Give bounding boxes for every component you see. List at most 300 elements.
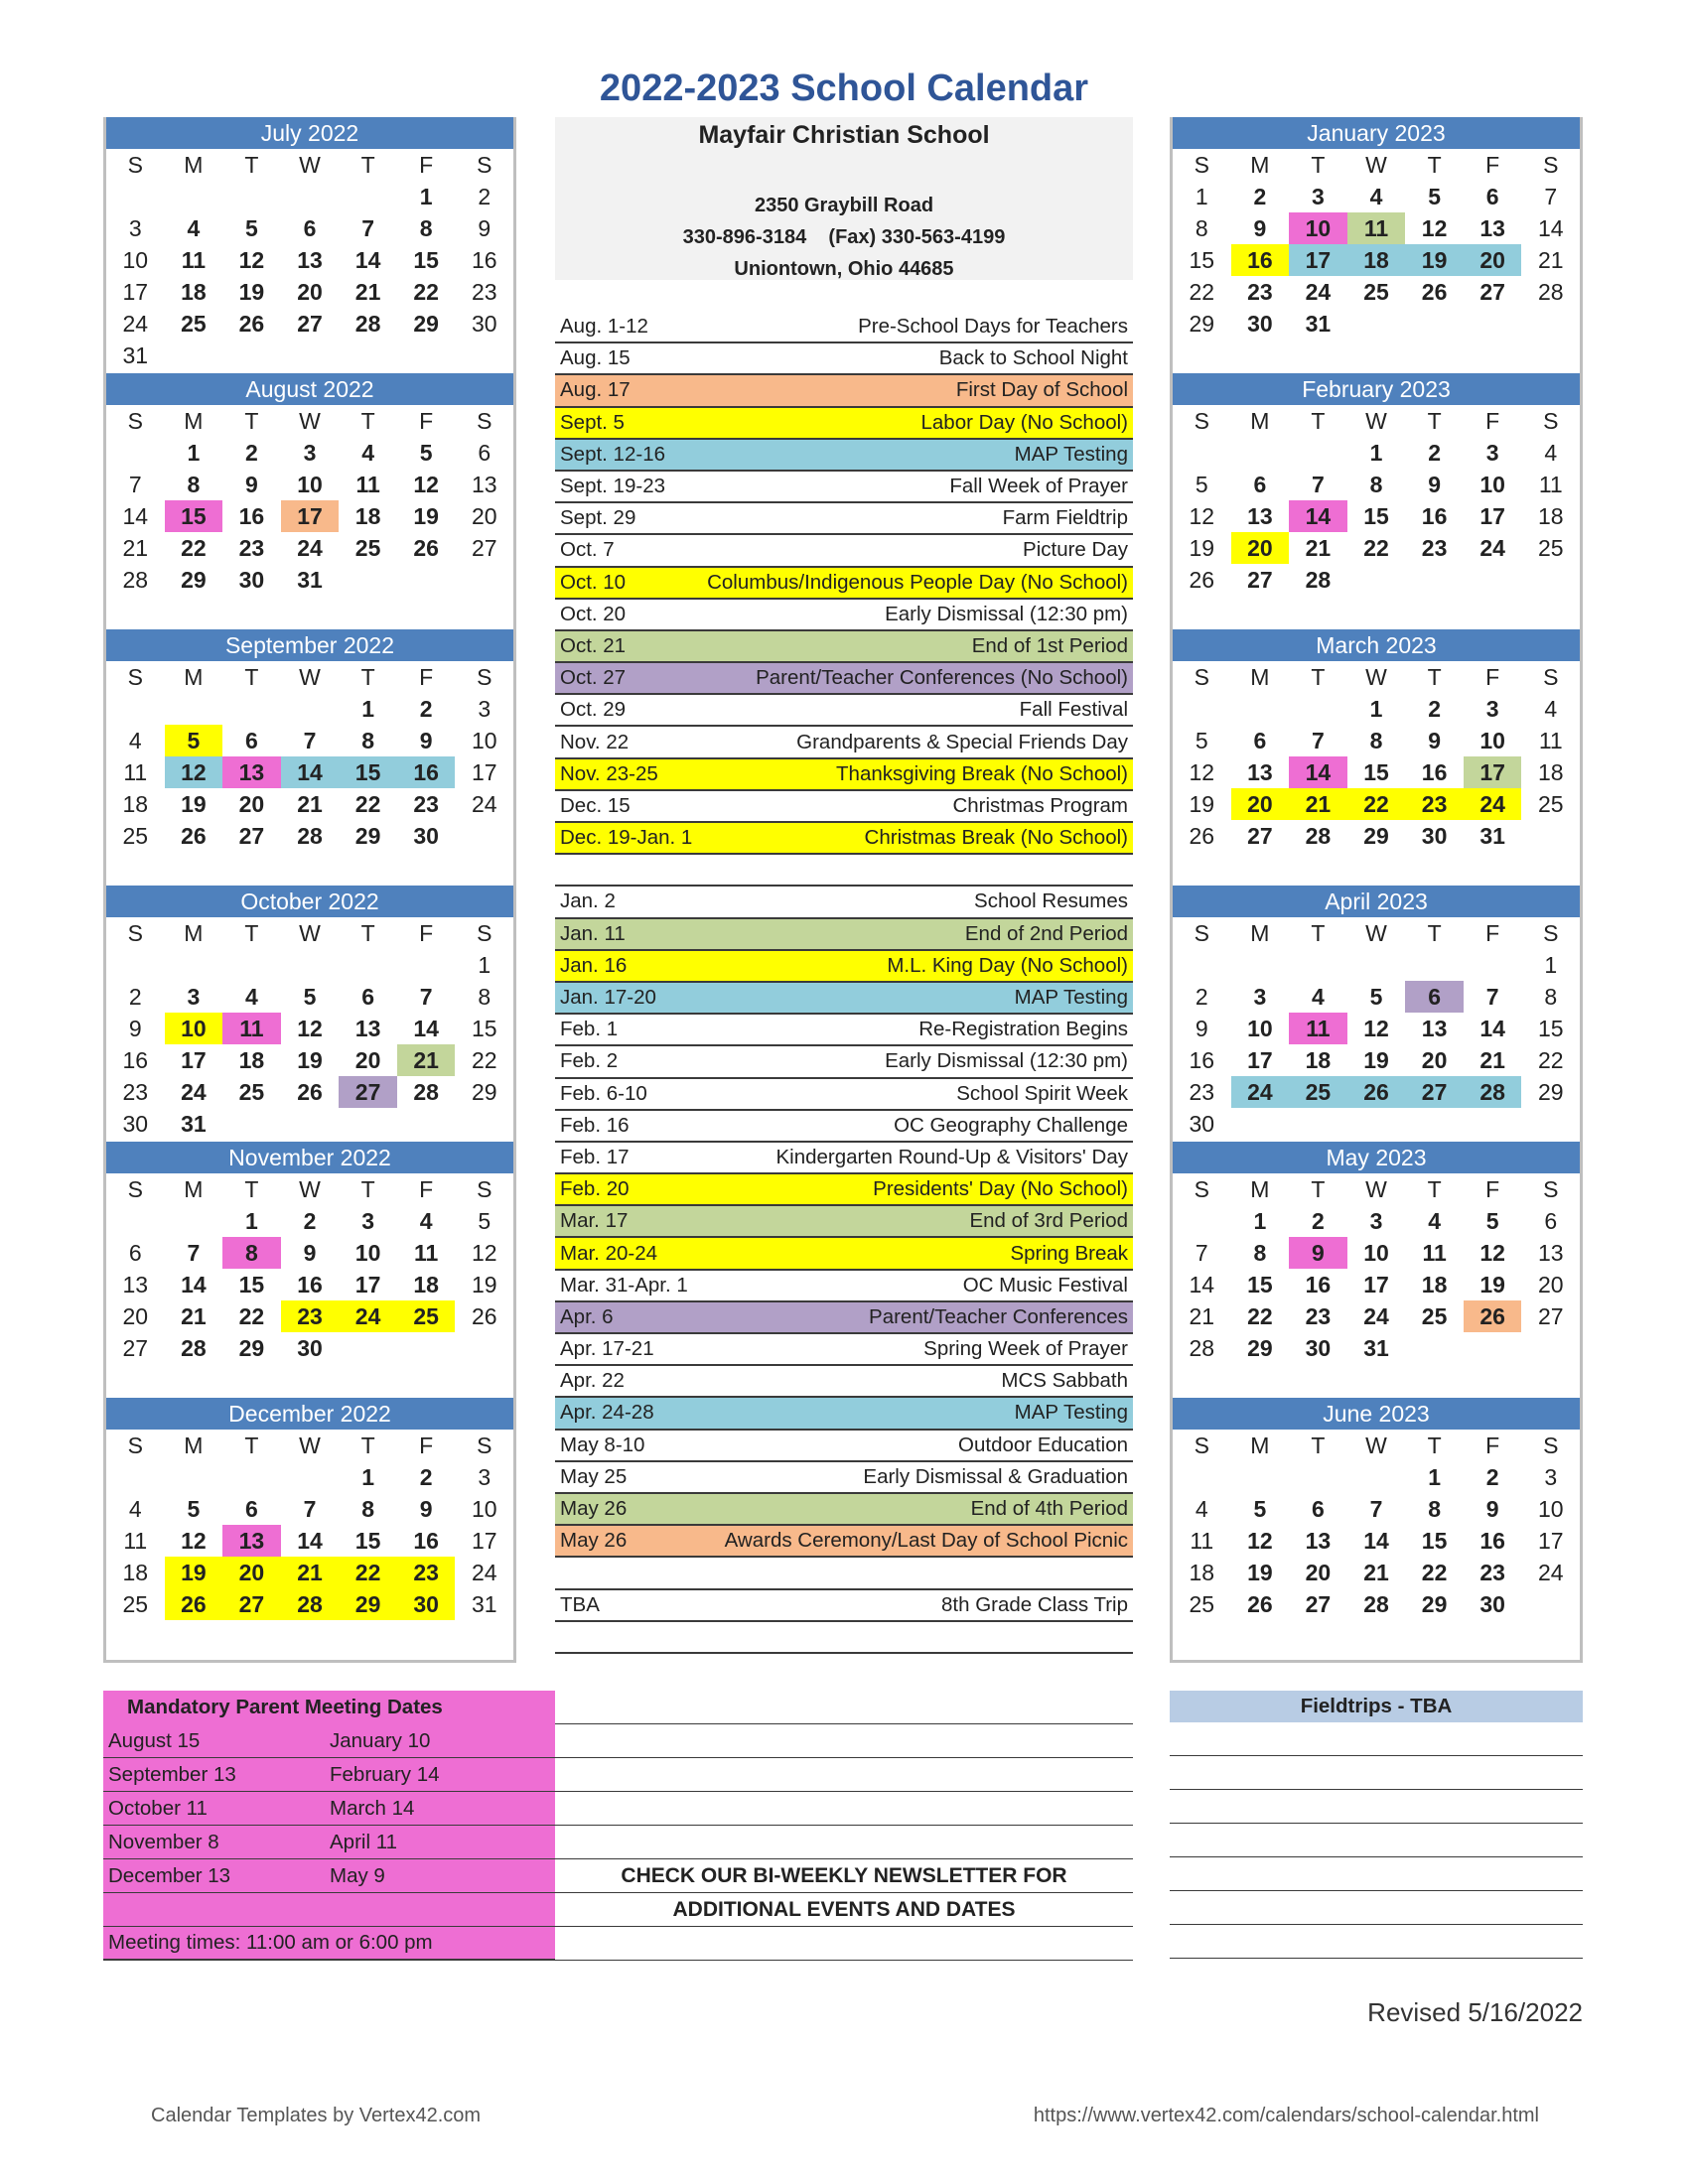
event-name: School Resumes <box>974 889 1128 913</box>
day-cell: 3 <box>187 984 201 1010</box>
weekday-label: F <box>419 920 434 946</box>
event-name: Awards Ceremony/Last Day of School Picnic <box>724 1529 1128 1553</box>
month-block <box>1173 629 1580 886</box>
event-name: Pre-School Days for Teachers <box>858 315 1128 339</box>
day-cell: 2 <box>1253 184 1267 209</box>
day-cell: 19 <box>165 1557 223 1588</box>
day-cell: 1 <box>419 184 433 209</box>
event-date: May 26 <box>560 1497 628 1521</box>
school-info <box>555 117 1133 280</box>
day-cell: 5 <box>303 984 317 1010</box>
day-cell: 1 <box>187 440 201 466</box>
day-cell: 21 <box>354 279 381 305</box>
day-cell: 25 <box>1537 535 1564 561</box>
weekday-label: M <box>1250 1176 1270 1202</box>
day-cell: 30 <box>1305 1335 1332 1361</box>
event-date: Sept. 19-23 <box>560 475 665 498</box>
meeting-date: February 14 <box>330 1762 440 1786</box>
event-row <box>555 1366 1133 1398</box>
day-cell <box>1405 308 1464 340</box>
weekday-label: W <box>1365 1433 1387 1458</box>
day-cell: 10 <box>1289 212 1347 244</box>
weekday-label: T <box>1311 408 1326 434</box>
day-cell <box>397 852 456 884</box>
weekday-label: S <box>477 408 492 434</box>
day-cell: 9 <box>419 1496 433 1522</box>
day-cell: 8 <box>222 1237 281 1269</box>
event-date: Feb. 20 <box>560 1177 630 1201</box>
day-cell <box>106 1364 165 1396</box>
day-cell: 5 <box>187 1496 201 1522</box>
day-cell <box>339 1332 397 1364</box>
month-block <box>1173 117 1580 373</box>
day-cell: 10 <box>354 1240 381 1266</box>
day-cell: 16 <box>297 1272 323 1297</box>
day-cell <box>1289 1108 1347 1140</box>
event-row <box>555 1431 1133 1462</box>
day-cell: 10 <box>297 472 323 497</box>
day-cell <box>106 949 165 981</box>
day-cell: 12 <box>1421 215 1448 241</box>
day-cell <box>222 340 281 371</box>
day-cell: 4 <box>128 728 142 753</box>
day-cell <box>281 1620 340 1652</box>
weekday-label: T <box>244 152 259 178</box>
day-cell: 23 <box>122 1079 149 1105</box>
event-date: TBA <box>560 1592 600 1616</box>
event-row <box>555 695 1133 727</box>
day-cell: 19 <box>471 1272 497 1297</box>
day-cell <box>339 1364 397 1396</box>
weekday-label: T <box>360 664 375 690</box>
day-cell: 14 <box>1289 756 1347 788</box>
day-cell: 18 <box>1347 244 1406 276</box>
day-cell: 18 <box>1537 759 1564 785</box>
month-block <box>106 1142 513 1398</box>
day-cell <box>1347 1461 1406 1493</box>
event-name: Kindergarten Round-Up & Visitors' Day <box>775 1145 1128 1168</box>
weekday-label: T <box>244 664 259 690</box>
event-row <box>555 1622 1133 1654</box>
day-cell <box>165 340 223 371</box>
event-row <box>555 1206 1133 1238</box>
day-cell <box>1464 1620 1522 1652</box>
day-cell: 17 <box>354 1272 381 1297</box>
day-cell: 14 <box>1189 1272 1215 1297</box>
event-row <box>555 1590 1133 1622</box>
event-date: Feb. 6-10 <box>560 1081 647 1105</box>
day-cell <box>165 1461 223 1493</box>
day-cell: 8 <box>1253 1240 1267 1266</box>
day-cell: 10 <box>1247 1016 1273 1041</box>
day-cell: 2 <box>245 440 258 466</box>
day-cell: 29 <box>1421 1591 1448 1617</box>
weekday-label: F <box>1485 408 1500 434</box>
event-row <box>555 1558 1133 1589</box>
day-cell: 26 <box>1247 1591 1273 1617</box>
event-row <box>555 887 1133 918</box>
event-date: Mar. 31-Apr. 1 <box>560 1273 688 1297</box>
day-cell: 27 <box>1247 567 1273 593</box>
event-row <box>555 535 1133 567</box>
day-cell: 27 <box>471 535 497 561</box>
day-cell: 8 <box>187 472 201 497</box>
day-cell: 10 <box>1479 728 1505 753</box>
day-cell: 3 <box>361 1208 374 1234</box>
day-cell <box>1173 1205 1231 1237</box>
day-cell: 25 <box>181 311 207 337</box>
event-date: Apr. 24-28 <box>560 1401 654 1425</box>
day-cell <box>1173 340 1231 371</box>
day-cell: 11 <box>1347 212 1406 244</box>
day-cell: 5 <box>1428 184 1441 209</box>
day-cell: 8 <box>1428 1496 1441 1522</box>
day-cell: 12 <box>413 472 439 497</box>
day-cell <box>1464 596 1522 627</box>
day-cell: 4 <box>128 1496 142 1522</box>
day-cell: 29 <box>339 1588 397 1620</box>
day-cell <box>1521 852 1580 884</box>
day-cell <box>1231 852 1290 884</box>
meeting-date: December 13 <box>108 1863 231 1887</box>
day-cell: 26 <box>297 1079 323 1105</box>
day-cell <box>1289 340 1347 371</box>
weekday-label: F <box>1485 152 1500 178</box>
weekday-label: M <box>184 1176 204 1202</box>
day-cell: 30 <box>397 1588 456 1620</box>
day-cell: 24 <box>1363 1303 1389 1329</box>
day-cell: 25 <box>122 823 149 849</box>
weekday-label: W <box>1365 1176 1387 1202</box>
month-block <box>1173 373 1580 629</box>
day-cell: 1 <box>1544 952 1558 978</box>
day-cell: 7 <box>303 1496 317 1522</box>
event-row <box>555 600 1133 631</box>
month-header: February 2023 <box>1173 373 1580 405</box>
day-cell: 24 <box>471 791 497 817</box>
notes-lines <box>555 1691 1133 1961</box>
day-cell <box>165 852 223 884</box>
day-cell <box>397 596 456 627</box>
day-cell: 6 <box>1544 1208 1558 1234</box>
weekday-label: T <box>1311 920 1326 946</box>
event-date: Nov. 22 <box>560 730 630 753</box>
day-cell: 9 <box>1428 472 1441 497</box>
day-cell: 5 <box>478 1208 492 1234</box>
school-city: Uniontown, Ohio 44685 <box>734 258 954 280</box>
day-cell: 15 <box>1537 1016 1564 1041</box>
day-cell: 10 <box>1479 472 1505 497</box>
events-list <box>555 312 1133 1654</box>
event-row <box>555 855 1133 887</box>
day-cell <box>165 1620 223 1652</box>
event-row <box>555 951 1133 983</box>
month-header: May 2023 <box>1173 1142 1580 1173</box>
day-cell: 12 <box>297 1016 323 1041</box>
weekday-label: T <box>360 920 375 946</box>
month-block <box>1173 1142 1580 1398</box>
day-cell: 7 <box>361 215 374 241</box>
day-cell <box>106 693 165 725</box>
day-cell: 7 <box>1485 984 1499 1010</box>
event-row <box>555 791 1133 823</box>
day-cell: 2 <box>1485 1464 1499 1490</box>
day-cell <box>1231 1620 1290 1652</box>
day-cell: 21 <box>297 791 323 817</box>
event-row <box>555 983 1133 1015</box>
day-cell <box>1405 1364 1464 1396</box>
weekday-label: W <box>1365 152 1387 178</box>
weekday-label: M <box>184 408 204 434</box>
day-cell: 27 <box>1479 279 1505 305</box>
day-cell: 27 <box>122 1335 149 1361</box>
day-cell: 3 <box>1485 696 1499 722</box>
day-cell: 3 <box>1369 1208 1383 1234</box>
day-cell <box>1231 437 1290 469</box>
day-cell: 3 <box>478 1464 492 1490</box>
day-cell: 25 <box>1537 791 1564 817</box>
day-cell: 24 <box>1305 279 1332 305</box>
event-date: May 25 <box>560 1464 628 1488</box>
day-cell <box>222 596 281 627</box>
day-cell: 30 <box>413 823 439 849</box>
day-cell <box>1521 1108 1580 1140</box>
day-cell <box>1347 1364 1406 1396</box>
day-cell <box>455 1332 513 1364</box>
day-cell <box>281 693 340 725</box>
event-row <box>555 1271 1133 1302</box>
school-phones: 330-896-3184 (Fax) 330-563-4199 <box>682 226 1006 248</box>
event-name: Parent/Teacher Conferences (No School) <box>756 666 1128 690</box>
month-block <box>106 886 513 1142</box>
day-cell: 1 <box>478 952 492 978</box>
day-cell: 24 <box>297 535 323 561</box>
event-row <box>555 1334 1133 1366</box>
day-cell <box>1289 949 1347 981</box>
event-row <box>555 503 1133 535</box>
weekday-label: F <box>419 1433 434 1458</box>
event-name: Parent/Teacher Conferences <box>869 1304 1128 1328</box>
day-cell: 21 <box>1305 535 1332 561</box>
event-name: MAP Testing <box>1014 442 1128 466</box>
day-cell: 14 <box>181 1272 207 1297</box>
day-cell: 15 <box>238 1272 265 1297</box>
day-cell: 14 <box>354 247 381 273</box>
day-cell: 25 <box>354 535 381 561</box>
day-cell <box>1347 340 1406 371</box>
day-cell: 4 <box>1312 984 1325 1010</box>
day-cell: 9 <box>128 1016 142 1041</box>
day-cell: 3 <box>128 215 142 241</box>
day-cell: 1 <box>1428 1464 1441 1490</box>
day-cell: 12 <box>1247 1528 1273 1554</box>
day-cell <box>1347 596 1406 627</box>
day-cell: 23 <box>1247 279 1273 305</box>
day-cell: 26 <box>1347 1076 1406 1108</box>
weekday-label: T <box>1427 1433 1442 1458</box>
day-cell: 7 <box>128 472 142 497</box>
weekday-label: T <box>360 152 375 178</box>
day-cell: 21 <box>281 1557 340 1588</box>
day-cell: 30 <box>471 311 497 337</box>
day-cell: 22 <box>181 535 207 561</box>
day-cell: 23 <box>1405 788 1464 820</box>
day-cell <box>106 1461 165 1493</box>
day-cell <box>1405 340 1464 371</box>
event-name: M.L. King Day (No School) <box>887 953 1128 977</box>
day-cell: 11 <box>123 759 148 785</box>
day-cell: 10 <box>122 247 149 273</box>
day-cell: 23 <box>1421 535 1448 561</box>
month-header: November 2022 <box>106 1142 513 1173</box>
weekday-label: T <box>244 1176 259 1202</box>
event-row <box>555 1174 1133 1206</box>
day-cell: 28 <box>1305 567 1332 593</box>
day-cell: 4 <box>245 984 258 1010</box>
day-cell: 20 <box>222 1557 281 1588</box>
day-cell <box>222 1108 281 1140</box>
day-cell: 23 <box>397 1557 456 1588</box>
event-row <box>555 759 1133 791</box>
day-cell: 15 <box>339 756 397 788</box>
event-date: Feb. 16 <box>560 1113 630 1137</box>
meeting-date: January 10 <box>330 1728 431 1752</box>
day-cell <box>397 1332 456 1364</box>
day-cell <box>106 596 165 627</box>
day-cell: 1 <box>1369 440 1383 466</box>
footer-url[interactable]: https://www.vertex42.com/calendars/school-calendar.html <box>1033 2105 1539 2126</box>
day-cell <box>222 852 281 884</box>
meeting-times: Meeting times: 11:00 am or 6:00 pm <box>108 1931 433 1954</box>
day-cell: 28 <box>1537 279 1564 305</box>
day-cell <box>1347 308 1406 340</box>
weekday-label: F <box>419 1176 434 1202</box>
day-cell: 2 <box>1195 984 1208 1010</box>
event-name: Farm Fieldtrip <box>1002 506 1128 530</box>
day-cell: 19 <box>413 503 439 529</box>
event-row <box>555 1079 1133 1111</box>
weekday-label: S <box>477 1176 492 1202</box>
day-cell: 18 <box>354 503 381 529</box>
day-cell: 22 <box>1347 788 1406 820</box>
day-cell <box>1405 564 1464 596</box>
event-name: Re-Registration Begins <box>918 1018 1128 1041</box>
weekday-label: T <box>244 408 259 434</box>
day-cell: 8 <box>1544 984 1558 1010</box>
event-row <box>555 1238 1133 1270</box>
day-cell: 4 <box>1369 184 1383 209</box>
day-cell: 10 <box>165 1013 223 1044</box>
event-row <box>555 823 1133 855</box>
day-cell: 21 <box>181 1303 207 1329</box>
day-cell: 18 <box>181 279 207 305</box>
day-cell: 23 <box>238 535 265 561</box>
day-cell <box>1231 949 1290 981</box>
day-cell: 10 <box>471 728 497 753</box>
day-cell <box>1347 852 1406 884</box>
day-cell: 19 <box>1247 1560 1273 1585</box>
day-cell <box>281 596 340 627</box>
weekday-label: S <box>1543 1176 1559 1202</box>
day-cell: 21 <box>397 1044 456 1076</box>
day-cell <box>1173 1364 1231 1396</box>
day-cell: 15 <box>165 500 223 532</box>
day-cell: 25 <box>1189 1591 1215 1617</box>
day-cell <box>1347 564 1406 596</box>
weekday-label: W <box>1365 408 1387 434</box>
day-cell: 26 <box>1189 567 1215 593</box>
day-cell <box>1521 1620 1580 1652</box>
day-cell: 16 <box>238 503 265 529</box>
day-cell: 7 <box>1312 728 1325 753</box>
event-name: Labor Day (No School) <box>920 410 1128 434</box>
day-cell <box>1405 1620 1464 1652</box>
day-cell <box>1289 596 1347 627</box>
event-row <box>555 568 1133 600</box>
day-cell: 29 <box>1537 1079 1564 1105</box>
day-cell: 24 <box>1479 535 1505 561</box>
day-cell <box>339 949 397 981</box>
weekday-label: S <box>477 1433 492 1458</box>
day-cell: 7 <box>187 1240 201 1266</box>
day-cell: 9 <box>1485 1496 1499 1522</box>
event-name: Spring Week of Prayer <box>923 1337 1128 1361</box>
weekday-label: S <box>1194 152 1209 178</box>
day-cell: 30 <box>1247 311 1273 337</box>
weekday-label: W <box>1365 664 1387 690</box>
event-date: Oct. 21 <box>560 633 627 657</box>
event-date: Jan. 11 <box>560 921 626 945</box>
fieldtrips-title: Fieldtrips - TBA <box>1170 1691 1583 1722</box>
event-row <box>555 663 1133 695</box>
month-block <box>106 117 513 373</box>
day-cell <box>1521 1364 1580 1396</box>
day-cell: 18 <box>238 1047 265 1073</box>
month-block <box>106 629 513 886</box>
weekday-label: T <box>1427 1176 1442 1202</box>
meeting-row <box>103 1792 555 1826</box>
weekday-label: T <box>1427 152 1442 178</box>
day-cell: 23 <box>471 279 497 305</box>
weekday-label: W <box>299 1433 321 1458</box>
day-cell <box>222 181 281 212</box>
day-cell: 28 <box>297 823 323 849</box>
day-cell: 3 <box>1544 1464 1558 1490</box>
day-cell <box>106 181 165 212</box>
day-cell: 6 <box>1253 728 1267 753</box>
weekday-label: S <box>127 920 143 946</box>
day-cell <box>165 693 223 725</box>
weekday-label: S <box>127 1176 143 1202</box>
event-name: MAP Testing <box>1014 986 1128 1010</box>
day-cell: 14 <box>1537 215 1564 241</box>
event-name: Presidents' Day (No School) <box>873 1177 1128 1201</box>
day-cell: 1 <box>361 1464 374 1490</box>
event-name: Outdoor Education <box>958 1433 1128 1456</box>
day-cell: 12 <box>238 247 265 273</box>
day-cell: 15 <box>1363 503 1389 529</box>
weekday-label: T <box>1427 408 1442 434</box>
meeting-date: November 8 <box>108 1830 219 1853</box>
day-cell: 30 <box>1189 1111 1215 1137</box>
day-cell: 17 <box>1247 1047 1273 1073</box>
weekday-label: F <box>1485 664 1500 690</box>
weekday-label: S <box>127 408 143 434</box>
day-cell: 20 <box>1537 1272 1564 1297</box>
day-cell: 6 <box>245 1496 258 1522</box>
day-cell: 28 <box>122 567 149 593</box>
day-cell <box>455 564 513 596</box>
